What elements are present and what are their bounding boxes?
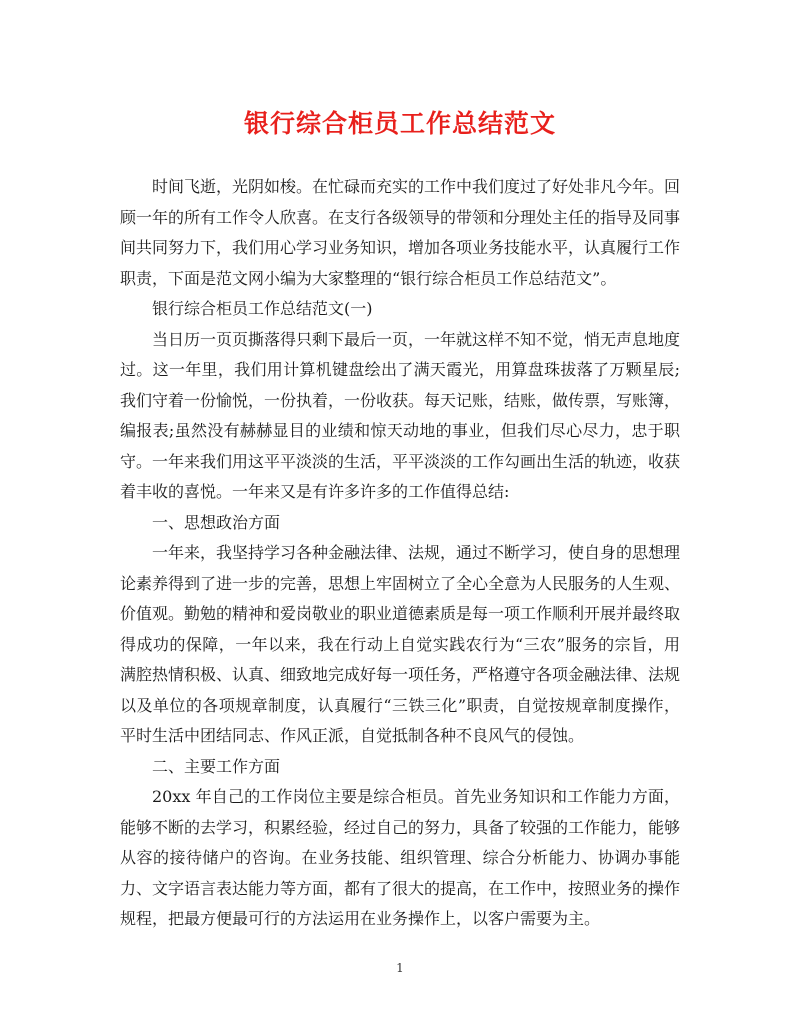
body-paragraph: 一年来，我坚持学习各种金融法律、法规，通过不断学习，使自身的思想理论素养得到了进一步的完善，思想上牢固树立了全心全意为人民服务的人生观、价值观。勤勉的精神和爱岗敬业的职业道德素质是每一项工作顺利开展并最终取得成功的保障，一年以来，我在行动上自觉实践农行为“三农”服务的宗旨，用满腔热情积极、认真、细致地完成好每一项任务，严格遵守各项金融法律、法规以及单位的各项规章制度，认真履行“三铁三化”职责，自觉按规章制度操作，平时生活中团结同志、作风正派，自觉抵制各种不良风气的侵蚀。 bbox=[120, 543, 681, 745]
page-number: 1 bbox=[396, 961, 404, 975]
section-heading-political: 一、思想政治方面 bbox=[152, 512, 281, 532]
document-title: 银行综合柜员工作总结范文 bbox=[243, 109, 556, 138]
body-paragraph: 20xx 年自己的工作岗位主要是综合柜员。首先业务知识和工作能力方面，能够不断的去学习，积累经验，经过自己的努力，具备了较强的工作能力，能够从容的接待储户的咨询。在业务技能、组织管理、综合分析能力、协调办事能力、文字语言表达能力等方面，都有了很大的提高，在工作中，按照业务的操作规程，把最方便最可行的方法运用在业务操作上，以客户需要为主。 bbox=[120, 787, 681, 928]
document-body bbox=[120, 172, 680, 935]
section-heading-main-work: 二、主要工作方面 bbox=[152, 756, 281, 776]
intro-paragraph: 时间飞逝，光阴如梭。在忙碌而充实的工作中我们度过了好处非凡今年。回顾一年的所有工作令人欣喜。在支行各级领导的带领和分理处主任的指导及同事间共同努力下，我们用心学习业务知识，增加各项业务技能水平，认真履行工作职责，下面是范文网小编为大家整理的“银行综合柜员工作总结范文”。 bbox=[120, 177, 681, 288]
section-heading-sample-one: 银行综合柜员工作总结范文(一) bbox=[152, 299, 373, 318]
body-paragraph: 当日历一页页撕落得只剩下最后一页，一年就这样不知不觉，悄无声息地度过。这一年里，我们用计算机键盘绘出了满天霞光，用算盘珠拔落了万颗星辰;我们守着一份愉悦，一份执着，一份收获。每天记账，结账，做传票，写账簿，编报表;虽然没有赫赫显目的业绩和惊天动地的事业，但我们尽心尽力，忠于职守。一年来我们用这平平淡淡的生活，平平淡淡的工作勾画出生活的轨迹，收获着丰收的喜悦。一年来又是有许多许多的工作值得总结: bbox=[120, 329, 681, 501]
